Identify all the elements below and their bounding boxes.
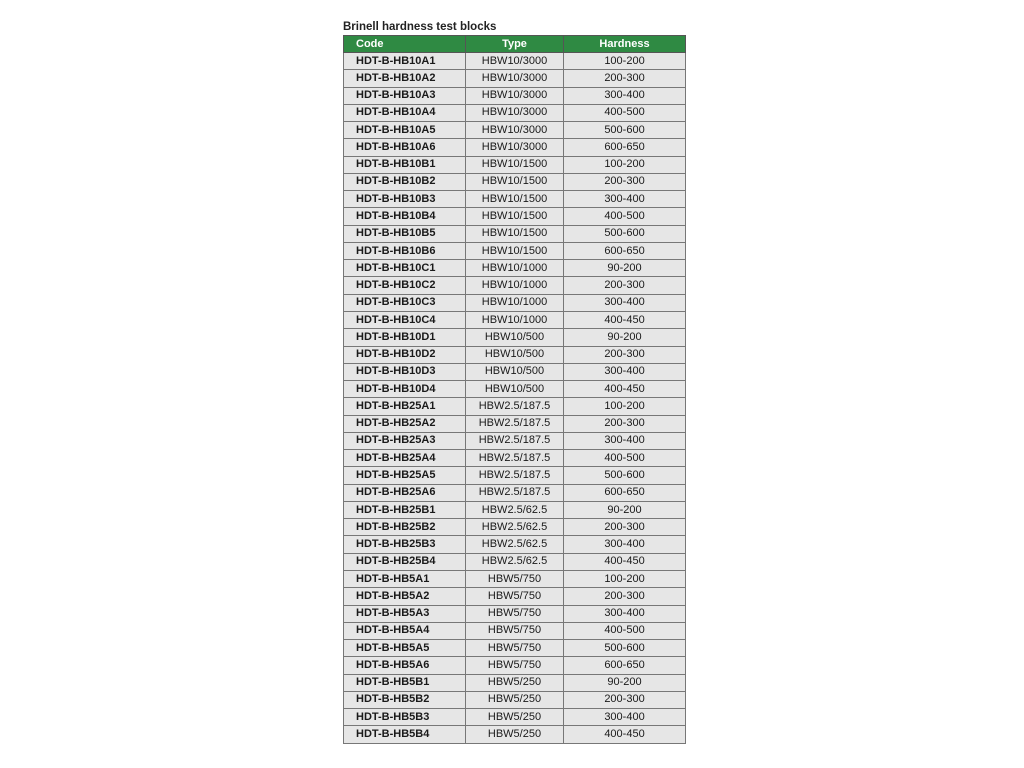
- cell-code: HDT-B-HB5B2: [344, 691, 466, 708]
- cell-code: HDT-B-HB25B4: [344, 553, 466, 570]
- table-row: [344, 467, 686, 484]
- cell-hardness: 90-200: [564, 329, 686, 346]
- cell-hardness: 400-450: [564, 726, 686, 743]
- table-row: [344, 104, 686, 121]
- cell-hardness: 300-400: [564, 363, 686, 380]
- table-body: [344, 53, 686, 744]
- cell-hardness: 400-500: [564, 104, 686, 121]
- cell-code: HDT-B-HB10C1: [344, 260, 466, 277]
- cell-code: HDT-B-HB10A1: [344, 53, 466, 70]
- cell-type: HBW10/3000: [466, 53, 564, 70]
- cell-code: HDT-B-HB10D3: [344, 363, 466, 380]
- cell-type: HBW2.5/62.5: [466, 519, 564, 536]
- cell-hardness: 300-400: [564, 294, 686, 311]
- cell-type: HBW5/750: [466, 588, 564, 605]
- cell-type: HBW10/500: [466, 329, 564, 346]
- table-row: [344, 346, 686, 363]
- cell-code: HDT-B-HB5A4: [344, 622, 466, 639]
- cell-code: HDT-B-HB10B2: [344, 173, 466, 190]
- cell-type: HBW5/750: [466, 605, 564, 622]
- table-row: [344, 173, 686, 190]
- cell-code: HDT-B-HB10C4: [344, 311, 466, 328]
- cell-type: HBW5/750: [466, 570, 564, 587]
- cell-hardness: 600-650: [564, 657, 686, 674]
- table-row: [344, 709, 686, 726]
- cell-hardness: 200-300: [564, 70, 686, 87]
- cell-code: HDT-B-HB25A2: [344, 415, 466, 432]
- cell-type: HBW10/3000: [466, 70, 564, 87]
- table-row: [344, 536, 686, 553]
- cell-hardness: 200-300: [564, 173, 686, 190]
- table-row: [344, 122, 686, 139]
- cell-type: HBW2.5/187.5: [466, 398, 564, 415]
- table-row: [344, 242, 686, 259]
- cell-type: HBW10/1000: [466, 277, 564, 294]
- table-row: [344, 691, 686, 708]
- table-row: [344, 622, 686, 639]
- cell-hardness: 300-400: [564, 432, 686, 449]
- cell-code: HDT-B-HB10D1: [344, 329, 466, 346]
- cell-hardness: 300-400: [564, 87, 686, 104]
- cell-type: HBW10/1500: [466, 242, 564, 259]
- table-row: [344, 484, 686, 501]
- table-row: [344, 260, 686, 277]
- cell-code: HDT-B-HB5A1: [344, 570, 466, 587]
- table-row: [344, 398, 686, 415]
- cell-code: HDT-B-HB10A3: [344, 87, 466, 104]
- cell-code: HDT-B-HB10D2: [344, 346, 466, 363]
- cell-hardness: 500-600: [564, 225, 686, 242]
- cell-type: HBW10/3000: [466, 87, 564, 104]
- cell-hardness: 500-600: [564, 467, 686, 484]
- cell-type: HBW5/250: [466, 726, 564, 743]
- cell-hardness: 500-600: [564, 122, 686, 139]
- cell-type: HBW2.5/62.5: [466, 536, 564, 553]
- cell-code: HDT-B-HB25A1: [344, 398, 466, 415]
- table-row: [344, 640, 686, 657]
- table-header: [344, 36, 686, 53]
- cell-hardness: 400-500: [564, 450, 686, 467]
- cell-code: HDT-B-HB10C3: [344, 294, 466, 311]
- cell-hardness: 300-400: [564, 536, 686, 553]
- table-row: [344, 156, 686, 173]
- cell-type: HBW2.5/187.5: [466, 450, 564, 467]
- cell-type: HBW10/1500: [466, 173, 564, 190]
- cell-code: HDT-B-HB5B4: [344, 726, 466, 743]
- cell-hardness: 100-200: [564, 53, 686, 70]
- cell-type: HBW10/1500: [466, 225, 564, 242]
- cell-hardness: 500-600: [564, 640, 686, 657]
- table-row: [344, 570, 686, 587]
- cell-code: HDT-B-HB25B1: [344, 501, 466, 518]
- table-title: Brinell hardness test blocks: [343, 21, 497, 33]
- cell-type: HBW2.5/187.5: [466, 484, 564, 501]
- cell-hardness: 400-500: [564, 208, 686, 225]
- cell-hardness: 100-200: [564, 570, 686, 587]
- cell-hardness: 300-400: [564, 191, 686, 208]
- cell-code: HDT-B-HB5A3: [344, 605, 466, 622]
- column-header-hardness: Hardness: [564, 36, 686, 53]
- table-row: [344, 53, 686, 70]
- cell-hardness: 90-200: [564, 260, 686, 277]
- cell-code: HDT-B-HB25A4: [344, 450, 466, 467]
- cell-code: HDT-B-HB25A3: [344, 432, 466, 449]
- table-row: [344, 363, 686, 380]
- table-row: [344, 311, 686, 328]
- cell-code: HDT-B-HB10A5: [344, 122, 466, 139]
- cell-type: HBW2.5/187.5: [466, 467, 564, 484]
- cell-type: HBW5/250: [466, 691, 564, 708]
- table-row: [344, 381, 686, 398]
- cell-type: HBW5/250: [466, 709, 564, 726]
- cell-code: HDT-B-HB25A6: [344, 484, 466, 501]
- table-row: [344, 674, 686, 691]
- cell-code: HDT-B-HB25A5: [344, 467, 466, 484]
- cell-code: HDT-B-HB10A2: [344, 70, 466, 87]
- cell-hardness: 200-300: [564, 691, 686, 708]
- cell-type: HBW2.5/187.5: [466, 415, 564, 432]
- cell-type: HBW5/750: [466, 622, 564, 639]
- column-header-type: Type: [466, 36, 564, 53]
- cell-type: HBW2.5/62.5: [466, 501, 564, 518]
- cell-code: HDT-B-HB10A4: [344, 104, 466, 121]
- table-row: [344, 329, 686, 346]
- table-row: [344, 208, 686, 225]
- table-row: [344, 501, 686, 518]
- cell-code: HDT-B-HB10B6: [344, 242, 466, 259]
- cell-type: HBW10/3000: [466, 122, 564, 139]
- cell-type: HBW10/1000: [466, 294, 564, 311]
- cell-hardness: 200-300: [564, 415, 686, 432]
- cell-type: HBW10/500: [466, 363, 564, 380]
- hardness-table: [343, 35, 686, 744]
- cell-hardness: 200-300: [564, 346, 686, 363]
- cell-code: HDT-B-HB25B3: [344, 536, 466, 553]
- cell-type: HBW2.5/187.5: [466, 432, 564, 449]
- cell-type: HBW2.5/62.5: [466, 553, 564, 570]
- cell-code: HDT-B-HB25B2: [344, 519, 466, 536]
- table-row: [344, 191, 686, 208]
- cell-code: HDT-B-HB5A5: [344, 640, 466, 657]
- cell-code: HDT-B-HB5B3: [344, 709, 466, 726]
- header-row: [344, 36, 686, 53]
- cell-code: HDT-B-HB5A6: [344, 657, 466, 674]
- table-row: [344, 553, 686, 570]
- cell-code: HDT-B-HB5B1: [344, 674, 466, 691]
- cell-code: HDT-B-HB10C2: [344, 277, 466, 294]
- cell-hardness: 90-200: [564, 674, 686, 691]
- cell-hardness: 300-400: [564, 605, 686, 622]
- table-row: [344, 415, 686, 432]
- cell-code: HDT-B-HB10B4: [344, 208, 466, 225]
- table-row: [344, 87, 686, 104]
- table-row: [344, 450, 686, 467]
- cell-hardness: 100-200: [564, 156, 686, 173]
- cell-hardness: 400-450: [564, 553, 686, 570]
- table-row: [344, 588, 686, 605]
- cell-hardness: 400-450: [564, 381, 686, 398]
- table-row: [344, 277, 686, 294]
- cell-type: HBW10/3000: [466, 139, 564, 156]
- table-row: [344, 294, 686, 311]
- table-row: [344, 726, 686, 743]
- cell-type: HBW5/750: [466, 640, 564, 657]
- table-row: [344, 519, 686, 536]
- cell-code: HDT-B-HB10D4: [344, 381, 466, 398]
- cell-type: HBW10/1500: [466, 156, 564, 173]
- cell-type: HBW10/3000: [466, 104, 564, 121]
- cell-hardness: 300-400: [564, 709, 686, 726]
- cell-hardness: 200-300: [564, 519, 686, 536]
- cell-code: HDT-B-HB10B1: [344, 156, 466, 173]
- table-row: [344, 70, 686, 87]
- cell-hardness: 200-300: [564, 588, 686, 605]
- cell-hardness: 600-650: [564, 242, 686, 259]
- cell-type: HBW5/750: [466, 657, 564, 674]
- column-header-code: Code: [344, 36, 466, 53]
- cell-code: HDT-B-HB10B3: [344, 191, 466, 208]
- cell-type: HBW5/250: [466, 674, 564, 691]
- table-row: [344, 657, 686, 674]
- cell-hardness: 400-450: [564, 311, 686, 328]
- cell-hardness: 90-200: [564, 501, 686, 518]
- cell-code: HDT-B-HB10B5: [344, 225, 466, 242]
- cell-type: HBW10/1500: [466, 208, 564, 225]
- cell-hardness: 600-650: [564, 484, 686, 501]
- cell-hardness: 400-500: [564, 622, 686, 639]
- cell-code: HDT-B-HB10A6: [344, 139, 466, 156]
- table-row: [344, 139, 686, 156]
- table-row: [344, 605, 686, 622]
- cell-hardness: 100-200: [564, 398, 686, 415]
- cell-hardness: 600-650: [564, 139, 686, 156]
- table-row: [344, 225, 686, 242]
- cell-code: HDT-B-HB5A2: [344, 588, 466, 605]
- cell-type: HBW10/500: [466, 381, 564, 398]
- cell-type: HBW10/1000: [466, 260, 564, 277]
- cell-type: HBW10/1000: [466, 311, 564, 328]
- cell-type: HBW10/500: [466, 346, 564, 363]
- table-row: [344, 432, 686, 449]
- cell-hardness: 200-300: [564, 277, 686, 294]
- cell-type: HBW10/1500: [466, 191, 564, 208]
